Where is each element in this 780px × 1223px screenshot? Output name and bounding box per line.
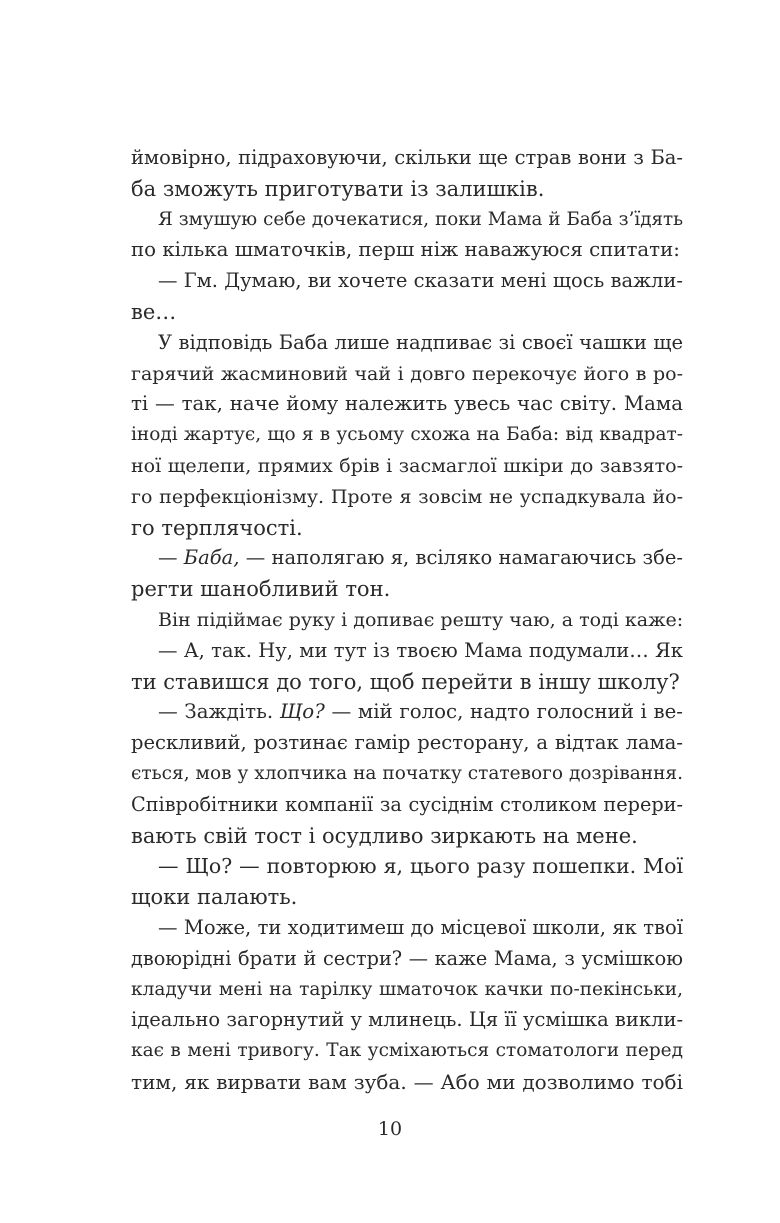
text-line: ве… — [131, 299, 177, 324]
text-line: У відповідь Баба лише надпиває зі своєї чашки ще — [158, 330, 683, 354]
page-text — [131, 143, 683, 1098]
text-line: го перфекціонізму. Проте я зовсім не успадкувала йо- — [131, 485, 683, 508]
text-line: — Гм. Думаю, ви хочете сказати мені щось важли- — [158, 269, 683, 293]
text-line: — Баба, — наполягаю я, всіляко намагаючись збе- — [158, 546, 683, 570]
text-line: ті — так, наче йому належить увесь час світу. Мама — [131, 392, 683, 416]
text-line: ється, мов у хлопчика на початку статевого дозрівання. — [131, 762, 683, 784]
text-line: іноді жартує, що я в усьому схожа на Баба: від квадрат- — [131, 424, 683, 446]
text-line: ймовірно, підраховуючи, скільки ще страв вони з Ба- — [131, 146, 683, 169]
text-line: двоюрідні брати й сестри? — каже Мама, з усмішкою — [131, 946, 683, 970]
text-line: тим, як вирвати вам зуба. — Або ми дозволимо тобі — [131, 1069, 683, 1094]
page-number: 10 — [377, 1118, 403, 1140]
text-line: — Заждіть. Що? — мій голос, надто голосний і ве- — [158, 700, 683, 724]
text-line: регти шанобливий тон. — [131, 577, 391, 602]
text-line: ідеально загорнутий у млинець. Ця її усмішка викли- — [131, 1008, 683, 1032]
text-line: го терплячості. — [131, 515, 303, 540]
text-line: кладучи мені на тарілку шматочок качки по-пекінськи, — [131, 978, 683, 1000]
text-line: Він підіймає руку і допиває решту чаю, а тоді каже: — [158, 608, 683, 631]
text-line: кає в мені тривогу. Так усміхаються стоматологи перед — [131, 1040, 683, 1062]
text-line: гарячий жасминовий чай і довго перекочує його в ро- — [131, 362, 683, 385]
text-line: по кілька шматочків, перш ніж наважуюся спитати: — [131, 238, 680, 262]
text-line: ти ставишся до того, щоб перейти в іншу школу? — [131, 669, 680, 694]
text-line: — Може, ти ходитимеш до місцевої школи, як твої — [158, 915, 683, 939]
text-line: Співробітники компанії за сусіднім столиком перери- — [131, 792, 683, 816]
text-line: Я змушую себе дочекатися, поки Мама й Баба з’їдять — [158, 208, 683, 230]
text-line: — А, так. Ну, ми тут із твоєю Мама подумали… Як — [158, 638, 683, 662]
text-line: ної щелепи, прямих брів і засмаглої шкіри до завзято- — [131, 454, 683, 477]
text-line: — Що? — повторюю я, цього разу пошепки. Мої — [158, 854, 683, 879]
text-line: вають свій тост і осудливо зиркають на мене. — [131, 823, 638, 848]
text-line: ба зможуть приготувати із залишків. — [131, 176, 545, 201]
text-line: щоки палають. — [131, 885, 298, 910]
text-line: рескливий, розтинає гамір ресторану, а відтак лама- — [131, 731, 683, 755]
